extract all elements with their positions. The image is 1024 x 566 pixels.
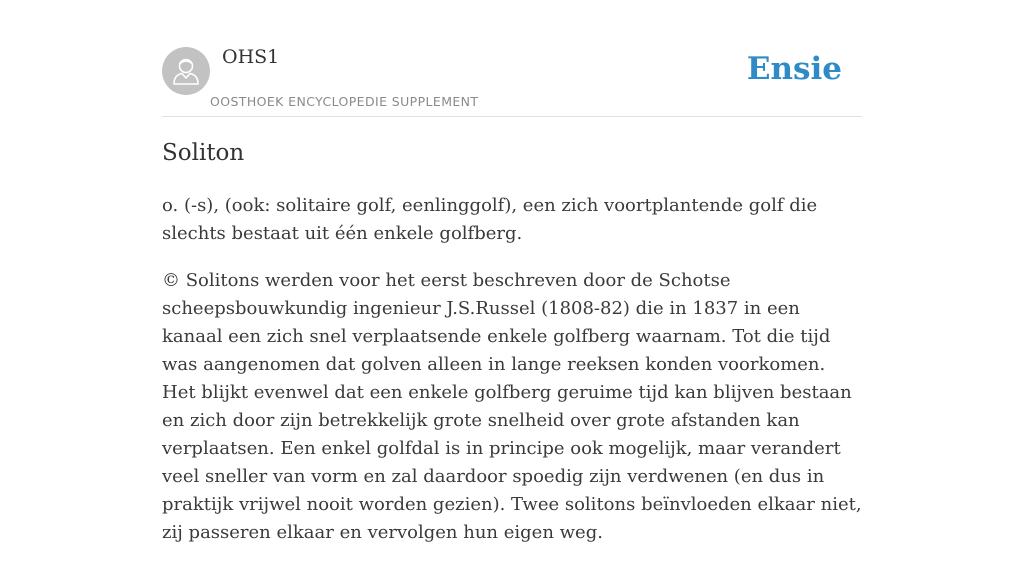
article-header (162, 0, 862, 117)
article-paragraph: o. (-s), (ook: solitaire golf, eenlinggolf), een zich voortplantende golf die slechts bestaat uit één enkele golfberg. (162, 195, 818, 244)
article-body (162, 192, 864, 566)
source-name[interactable]: OOSTHOEK ENCYCLOPEDIE SUPPLEMENT (210, 94, 479, 109)
user-icon (162, 47, 210, 95)
avatar[interactable] (162, 47, 210, 95)
brand-logo[interactable]: Ensie (746, 51, 842, 87)
page (162, 0, 862, 543)
article-paragraph: © Solitons werden voor het eerst beschreven door de Schotse scheepsbouwkundig ingenieur J.S.Russel (1808-82) die in 1837 in een kanaal een zich snel verplaatsende enkele golfberg waarnam. Tot die tijd was aangenomen dat golven alleen in lange reeksen konden voorkomen. Het blijkt evenwel dat een enkele golfberg geruime tijd kan blijven bestaan en zich door zijn betrekkelijk grote snelheid over grote afstanden kan verplaatsen. Een enkel golfdal is in principe ook mogelijk, maar verandert veel sneller van vorm en zal daardoor spoedig zijn verdwenen (en dus in praktijk vrijwel nooit worden gezien). Twee solitons beïnvloeden elkaar niet, zij passeren elkaar en vervolgen hun eigen weg. (162, 270, 862, 543)
article-title: Soliton (162, 140, 245, 166)
author-name[interactable]: OHS1 (222, 46, 280, 68)
